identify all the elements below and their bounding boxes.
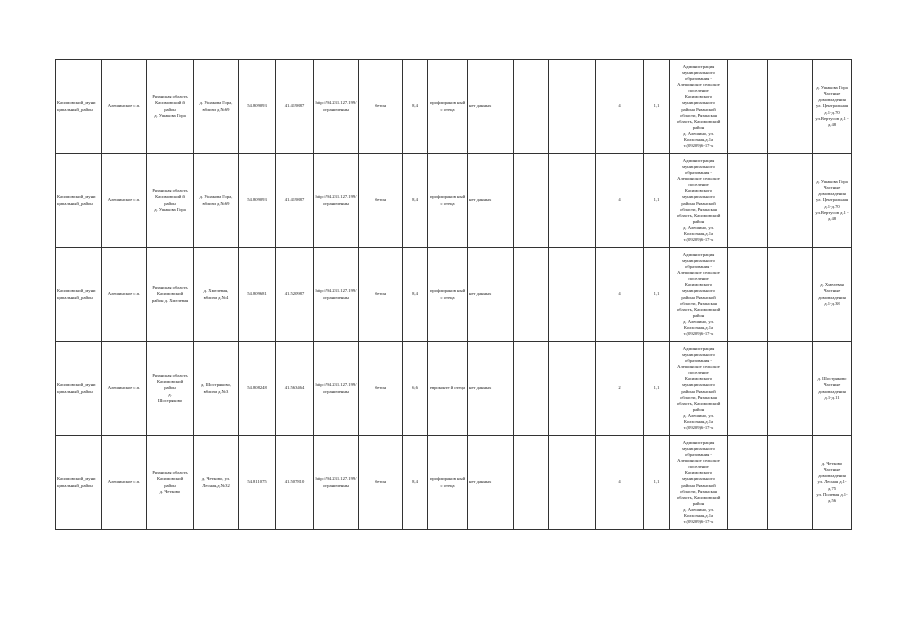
table-row xyxy=(56,342,852,436)
waste-sources-cell: д. Ушакова Гора Частные домовладения ул. Центральная д.1-д.70 ул.Вертусов д.1 - д.48 xyxy=(813,60,852,154)
container-volume-cell: 1,1 xyxy=(644,60,670,154)
owner-cell: Администрация муниципального образования - Алешинское сельское поселение Касимовского муниципального района Рязанской области, Рязанская область, Касимовский район д. Алешино, ул. Колхозная,д.1а т.(09209)6-17-х xyxy=(670,154,728,248)
address-cell: д. Шостряково, вблизи д.№3 xyxy=(194,342,239,436)
longitude-cell: 41.419887 xyxy=(276,60,314,154)
cover-cell: бетон xyxy=(359,248,403,342)
container-count-cell: 4 xyxy=(596,154,644,248)
settlement-cell: Алешинское с.п. xyxy=(102,60,147,154)
owner-cell: Администрация муниципального образования - Алешинское сельское поселение Касимовского муниципального района Рязанской области, Рязанская область, Касимовский район д. Алешино, ул. Колхозная,д.1а т.(09209)6-17-х xyxy=(670,436,728,530)
longitude-cell: 41.563464 xyxy=(276,342,314,436)
locality-cell: Рязанская область Касимовский район д. Шостряково xyxy=(147,342,194,436)
container-type-cell: профлиранов ный с отеца xyxy=(428,248,468,342)
empty-cell xyxy=(768,248,813,342)
table-row xyxy=(56,436,852,530)
waste-sources-cell: д. Шостряково Частные домовладения д.1-д.11 xyxy=(813,342,852,436)
latitude-cell: 54.809093 xyxy=(239,154,276,248)
district-cell: Касимовский_муни ципальный_район xyxy=(56,248,102,342)
owner-cell: Администрация муниципального образования - Алешинское сельское поселение Касимовского муниципального района Рязанской области, Рязанская область, Касимовский район д. Алешино, ул. Колхозная,д.1а т.(09209)6-17-х xyxy=(670,248,728,342)
empty-cell xyxy=(728,248,768,342)
empty-cell xyxy=(514,436,549,530)
longitude-cell: 41.419887 xyxy=(276,154,314,248)
fence-cell: нет данных xyxy=(468,342,514,436)
settlement-cell: Алешинское с.п. xyxy=(102,154,147,248)
container-count-cell: 4 xyxy=(596,248,644,342)
fence-cell: нет данных xyxy=(468,60,514,154)
ground-type-cell: http://94.231.127.199/ограниченны xyxy=(314,342,359,436)
longitude-cell: 41.520987 xyxy=(276,248,314,342)
locality-cell: Рязанская область Касимовский й район д. Ушакова Гора xyxy=(147,60,194,154)
district-cell: Касимовский_муни ципальный_район xyxy=(56,436,102,530)
latitude-cell: 54.809681 xyxy=(239,248,276,342)
empty-cell xyxy=(728,342,768,436)
cover-cell: бетон xyxy=(359,154,403,248)
locality-cell: Рязанская область Касимовский район д. Четково xyxy=(147,436,194,530)
ground-type-cell: http://94.231.127.199/ограниченны xyxy=(314,154,359,248)
fence-cell: нет данных xyxy=(468,248,514,342)
container-count-cell: 4 xyxy=(596,436,644,530)
table-row xyxy=(56,60,852,154)
ground-type-cell: http://94.231.127.199/ограниченны xyxy=(314,60,359,154)
empty-cell xyxy=(728,436,768,530)
settlement-cell: Алешинское с.п. xyxy=(102,436,147,530)
address-cell: д. Четково, ул. Лесная,д.№32 xyxy=(194,436,239,530)
container-count-cell: 2 xyxy=(596,342,644,436)
cover-cell: бетон xyxy=(359,342,403,436)
empty-cell xyxy=(728,60,768,154)
area-cell: 6,6 xyxy=(403,342,428,436)
register-table xyxy=(55,59,852,530)
container-type-cell: профлиранов ный с отеца xyxy=(428,436,468,530)
empty-cell xyxy=(768,154,813,248)
empty-cell xyxy=(549,154,596,248)
waste-sources-cell: д. Четково Частные домовладения ул. Лесная д.1-д.75 ул. Полевая д.1-д.56 xyxy=(813,436,852,530)
owner-cell: Администрация муниципального образования - Алешинское сельское поселение Касимовского муниципального района Рязанской области, Рязанская область, Касимовский район д. Алешино, ул. Колхозная,д.1а т.(09209)6-17-х xyxy=(670,342,728,436)
empty-cell xyxy=(768,342,813,436)
ground-type-cell: http://94.231.127.199/ограниченны xyxy=(314,248,359,342)
fence-cell: нет данных xyxy=(468,436,514,530)
district-cell: Касимовский_муни ципальный_район xyxy=(56,154,102,248)
longitude-cell: 41.507810 xyxy=(276,436,314,530)
address-cell: д. Ушакова Гора, вблизи д.№69 xyxy=(194,154,239,248)
waste-sources-cell: д. Ушакова Гора Частные домовладения ул. Центральная д.1-д.70 ул.Вертусов д.1 - д.48 xyxy=(813,154,852,248)
empty-cell xyxy=(549,60,596,154)
empty-cell xyxy=(514,342,549,436)
address-cell: д. Хмелевая, вблизи д.№4 xyxy=(194,248,239,342)
empty-cell xyxy=(549,342,596,436)
empty-cell xyxy=(768,436,813,530)
address-cell: д. Ушакова Гора, вблизи д.№69 xyxy=(194,60,239,154)
container-volume-cell: 1,1 xyxy=(644,436,670,530)
waste-sources-cell: д. Хмелевая Частные домовладения д.1-д.38 xyxy=(813,248,852,342)
cover-cell: бетон xyxy=(359,60,403,154)
empty-cell xyxy=(728,154,768,248)
area-cell: 8,4 xyxy=(403,60,428,154)
container-volume-cell: 1,1 xyxy=(644,342,670,436)
cover-cell: бетон xyxy=(359,436,403,530)
latitude-cell: 54.808248 xyxy=(239,342,276,436)
district-cell: Касимовский_муни ципальный_район xyxy=(56,342,102,436)
empty-cell xyxy=(768,60,813,154)
ground-type-cell: http://94.231.127.199/ограниченны xyxy=(314,436,359,530)
district-cell: Касимовский_муни ципальный_район xyxy=(56,60,102,154)
container-type-cell: евроконте й отеца xyxy=(428,342,468,436)
container-volume-cell: 1,1 xyxy=(644,248,670,342)
table-row xyxy=(56,154,852,248)
area-cell: 8,4 xyxy=(403,154,428,248)
settlement-cell: Алешинское с.п. xyxy=(102,342,147,436)
table-row xyxy=(56,248,852,342)
area-cell: 8,4 xyxy=(403,436,428,530)
latitude-cell: 54.809093 xyxy=(239,60,276,154)
settlement-cell: Алешинское с.п. xyxy=(102,248,147,342)
container-type-cell: профлиранов ный с отеца xyxy=(428,154,468,248)
container-count-cell: 4 xyxy=(596,60,644,154)
container-volume-cell: 1,1 xyxy=(644,154,670,248)
empty-cell xyxy=(514,60,549,154)
empty-cell xyxy=(514,248,549,342)
empty-cell xyxy=(514,154,549,248)
area-cell: 8,4 xyxy=(403,248,428,342)
owner-cell: Администрация муниципального образования - Алешинское сельское поселение Касимовского муниципального района Рязанской области, Рязанская область, Касимовский район д. Алешино, ул. Колхозная,д.1а т.(09209)6-17-х xyxy=(670,60,728,154)
empty-cell xyxy=(549,248,596,342)
empty-cell xyxy=(549,436,596,530)
container-type-cell: профлиранов ный с отеца xyxy=(428,60,468,154)
locality-cell: Рязанская область Касимовский район д. Хмелевая xyxy=(147,248,194,342)
latitude-cell: 54.811075 xyxy=(239,436,276,530)
locality-cell: Рязанская область Касимовский й район д. Ушакова Гора xyxy=(147,154,194,248)
fence-cell: нет данных xyxy=(468,154,514,248)
